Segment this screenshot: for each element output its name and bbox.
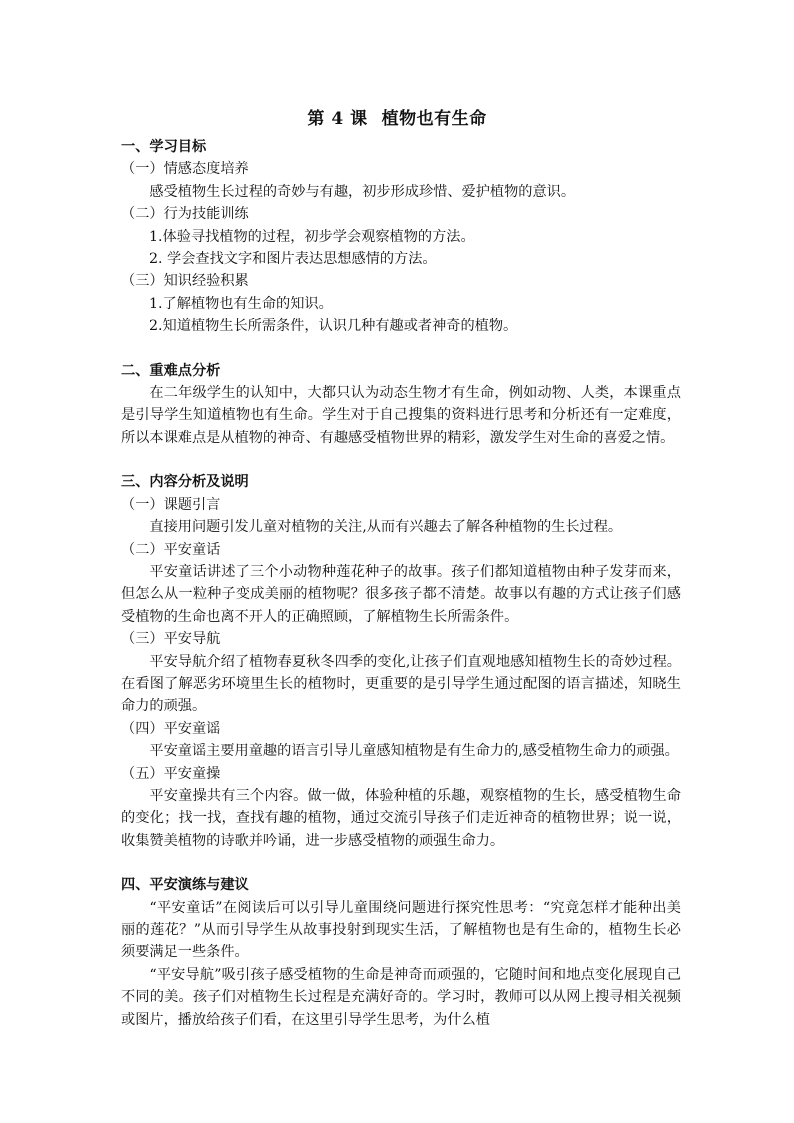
section-heading-goals: 一、学习目标 xyxy=(121,139,207,155)
spacer xyxy=(121,449,681,471)
paragraph-practice-1: “平安童话”在阅读后可以引导儿童围绕问题进行探究性思考：“究竟怎样才能种出美丽的莲花？”从而引导学生从故事投射到现实生活，了解植物也是有生命的，植物生长必须要满足一些条件。 xyxy=(121,899,681,961)
document-body xyxy=(121,136,681,1031)
list-item-knowledge-2: 2.知道植物生长所需条件，认识几种有趣或者神奇的植物。 xyxy=(149,318,518,335)
subheading-exercise: （五）平安童操 xyxy=(121,765,221,782)
lesson-name: 植物也有生命 xyxy=(381,109,487,129)
lesson-number: 第 4 课 xyxy=(307,109,368,129)
list-item-skill-1: 1.体验寻找植物的过程，初步学会观察植物的方法。 xyxy=(149,228,475,245)
subheading-intro: （一）课题引言 xyxy=(121,496,221,513)
section-heading-content: 三、内容分析及说明 xyxy=(121,474,249,491)
list-item-skill-2: 2. 学会查找文字和图片表达思想感情的方法。 xyxy=(149,251,437,268)
subheading-rhyme: （四）平安童谣 xyxy=(121,720,221,737)
subheading-skills: （二）行为技能训练 xyxy=(121,206,249,223)
paragraph-emotion: 感受植物生长过程的奇妙与有趣，初步形成珍惜、爱护植物的意识。 xyxy=(149,183,576,200)
paragraph-exercise: 平安童操共有三个内容。做一做，体验种植的乐趣，观察植物的生长，感受植物生命的变化；找一找，查找有趣的植物，通过交流引导孩子们走近神奇的植物世界；说一说，收集赞美植物的诗歌并吟诵，进一步感受植物的顽强生命力。 xyxy=(121,787,681,849)
subheading-knowledge: （三）知识经验积累 xyxy=(121,273,249,290)
subheading-fairytale: （二）平安童话 xyxy=(121,541,221,558)
paragraph-intro: 直接用问题引发儿童对植物的关注,从而有兴趣去了解各种植物的生长过程。 xyxy=(149,519,623,536)
paragraph-rhyme: 平安童谣主要用童趣的语言引导儿童感知植物是有生命力的,感受植物生命力的顽强。 xyxy=(149,743,679,760)
lesson-title xyxy=(0,104,794,129)
paragraph-focus: 在二年级学生的认知中，大都只认为动态生物才有生命，例如动物、人类，本课重点是引导学生知道植物也有生命。学生对于自己搜集的资料进行思考和分析还有一定难度，所以本课难点是从植物的神奇、有趣感受植物世界的精彩，激发学生对生命的喜爱之情。 xyxy=(121,385,681,446)
spacer xyxy=(121,338,681,360)
spacer xyxy=(121,852,681,874)
list-item-knowledge-1: 1.了解植物也有生命的知识。 xyxy=(149,295,333,312)
subheading-navigation: （三）平安导航 xyxy=(121,631,221,648)
section-heading-focus: 二、重难点分析 xyxy=(121,362,221,379)
section-heading-practice: 四、平安演练与建议 xyxy=(121,877,249,894)
subheading-emotion: （一）情感态度培养 xyxy=(121,161,249,178)
paragraph-navigation: 平安导航介绍了植物春夏秋冬四季的变化,让孩子们直观地感知植物生长的奇妙过程。在看图了解恶劣环境里生长的植物时，更重要的是引导学生通过配图的语言描述，知晓生命力的顽强。 xyxy=(121,653,681,715)
paragraph-practice-2: “平安导航”吸引孩子感受植物的生命是神奇而顽强的，它随时间和地点变化展现自己不同的美。孩子们对植物生长过程是充满好奇的。学习时，教师可以从网上搜寻相关视频或图片，播放给孩子们看，在这里引导学生思考，为什么植 xyxy=(121,966,681,1028)
paragraph-fairytale: 平安童话讲述了三个小动物种莲花种子的故事。孩子们都知道植物由种子发芽而来，但怎么从一粒种子变成美丽的植物呢？很多孩子都不清楚。故事以有趣的方式让孩子们感受植物的生命也离不开人的正确照顾，了解植物生长所需条件。 xyxy=(121,563,681,625)
